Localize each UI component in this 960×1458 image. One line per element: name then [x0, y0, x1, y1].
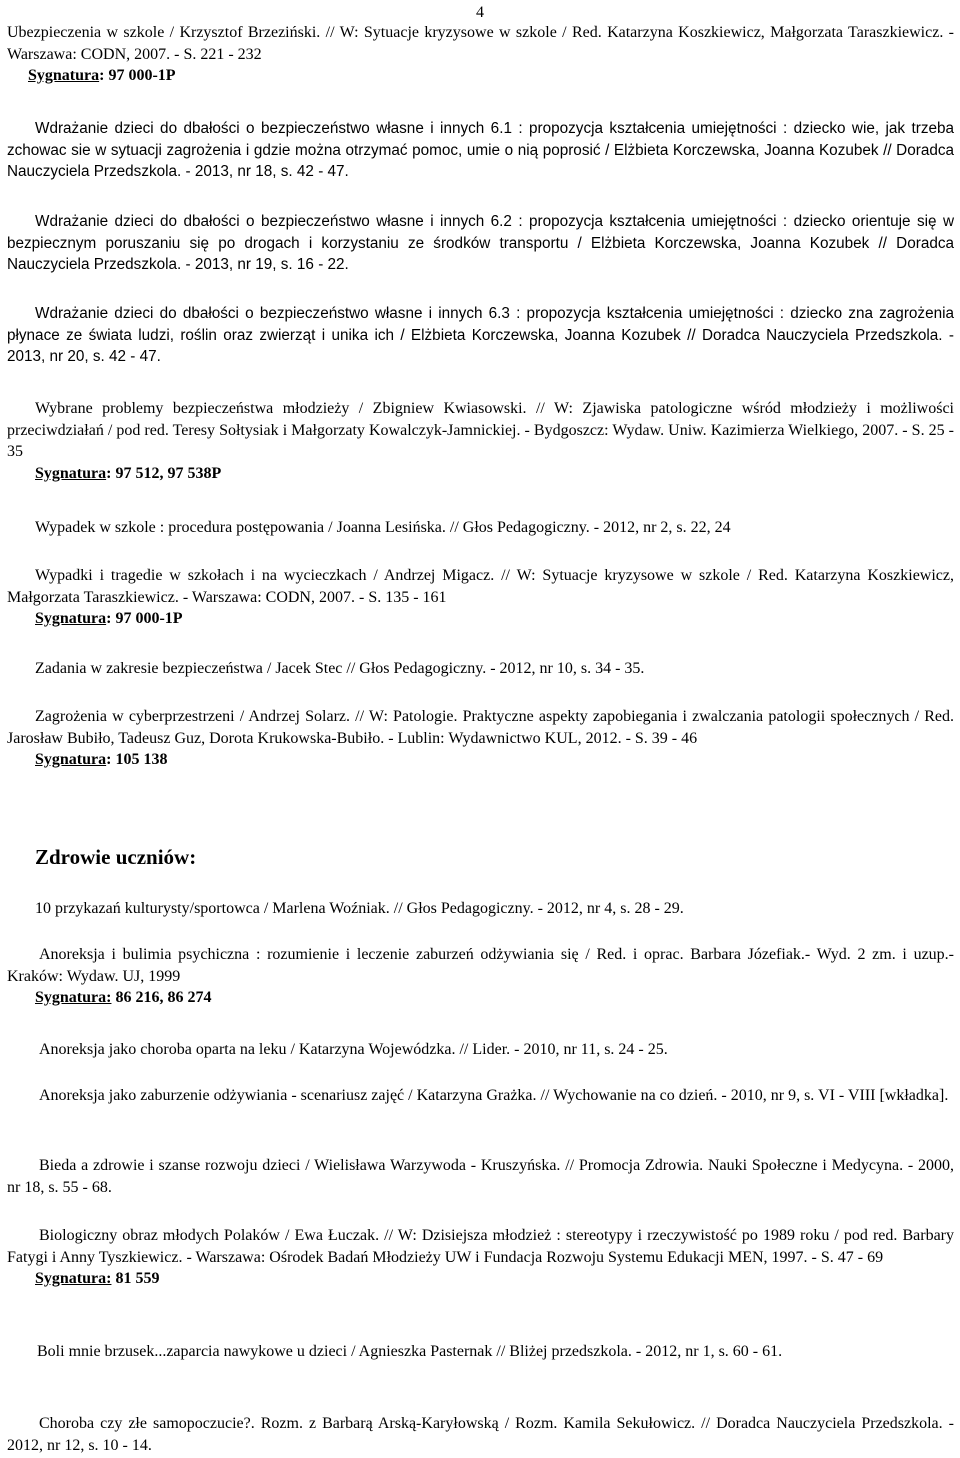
entry-text: Boli mnie brzusek...zaparcia nawykowe u dzieci / Agnieszka Pasternak // Bliżej przedszkola. - 2012, nr 1, s. 60 - 61. — [37, 1343, 783, 1360]
bibliography-entry — [7, 303, 954, 368]
signature — [7, 608, 954, 630]
bibliography-entry — [7, 517, 954, 539]
entry-text: Zadania w zakresie bezpieczeństwa / Jacek Stec // Głos Pedagogiczny. - 2012, nr 10, s. 34 - 35. — [35, 660, 645, 677]
entry-text: Wypadki i tragedie w szkołach i na wycieczkach / Andrzej Migacz. // W: Sytuacje kryzysowe w szkole / Red. Katarzyna Koszkiewicz, Małgorzata Taraszkiewicz. - Warszawa: CODN, 2007. - S. 135 - 161 — [7, 567, 954, 606]
entry-text: Biologiczny obraz młodych Polaków / Ewa Łuczak. // W: Dzisiejsza młodzież : stereotypy i rzeczywistość po 1989 roku / pod red. Barbary Fatygi i Anny Tyszkiewicz. - Warszawa: Ośrodek Badań Młodzieży UW i Fundacja Rozwoju Systemu Edukacji MEN, 1997. - S. 47 - 69 — [7, 1227, 954, 1266]
signature-value: 81 559 — [111, 1270, 160, 1287]
signature-value: 86 216, 86 274 — [111, 989, 212, 1006]
signature — [7, 1268, 954, 1290]
bibliography-entry — [7, 658, 954, 680]
signature — [7, 65, 954, 87]
bibliography-entry — [7, 898, 954, 920]
signature-value: : 97 512, 97 538P — [106, 464, 222, 482]
signature — [7, 987, 954, 1009]
bibliography-entry — [7, 118, 954, 183]
entry-text: Bieda a zdrowie i szanse rozwoju dzieci / Wielisława Warzywoda - Kruszyńska. // Promocja Zdrowia. Nauki Społeczne i Medycyna. - 2000, nr 18, s. 55 - 68. — [7, 1157, 954, 1196]
bibliography-entry — [7, 211, 954, 276]
bibliography-entry — [7, 22, 954, 87]
bibliography-entry — [7, 1225, 954, 1290]
entry-text: Wdrażanie dzieci do dbałości o bezpieczeństwo własne i innych 6.3 : propozycja kształcenia umiejętności : dziecko zna zagrożenia płynace ze świata ludzi, roślin oraz zwierząt i unika ich / Elżbieta Korczewska, Joanna Kozubek // Doradca Nauczyciela Przedszkola. - 2013, nr 20, s. 42 - 47. — [7, 305, 954, 365]
entry-text: Choroba czy złe samopoczucie?. Rozm. z Barbarą Arską-Karyłowską / Rozm. Kamila Sekułowicz. // Doradca Nauczyciela Przedszkola. - 2012, nr 12, s. 10 - 14. — [7, 1415, 954, 1454]
bibliography-entry — [7, 1413, 954, 1456]
signature-label: Sygnatura: — [35, 989, 112, 1006]
signature-label: Sygnatura — [35, 610, 107, 627]
signature-label: Sygnatura — [35, 751, 107, 768]
signature-value: : 97 000-1P — [99, 67, 176, 84]
bibliography-entry — [7, 1155, 954, 1198]
entry-text: Anoreksja i bulimia psychiczna : rozumienie i leczenie zaburzeń odżywiania się / Red. i oprac. Barbara Józefiak.- Wyd. 2 zm. i uzup.- Kraków: Wydaw. UJ, 1999 — [7, 946, 954, 985]
bibliography-entry — [37, 1341, 917, 1363]
entry-text: Ubezpieczenia w szkole / Krzysztof Brzeziński. // W: Sytuacje kryzysowe w szkole / Red. Katarzyna Koszkiewicz, Małgorzata Taraszkiewicz. - Warszawa: CODN, 2007. - S. 221 - 232 — [7, 24, 954, 63]
signature-label: Sygnatura — [28, 67, 100, 84]
section-heading: Zdrowie uczniów: — [35, 845, 197, 869]
signature-value: : 105 138 — [106, 751, 168, 768]
entry-text: Anoreksja jako choroba oparta na leku / Katarzyna Wojewódzka. // Lider. - 2010, nr 11, s. 24 - 25. — [39, 1041, 668, 1058]
signature-value: : 97 000-1P — [106, 610, 183, 627]
entry-text: Wypadek w szkole : procedura postępowania / Joanna Lesińska. // Głos Pedagogiczny. - 2012, nr 2, s. 22, 24 — [35, 519, 731, 536]
page-number: 4 — [476, 4, 484, 21]
bibliography-entry — [7, 706, 954, 771]
bibliography-entry — [7, 1085, 954, 1107]
signature — [7, 749, 954, 771]
entry-text: Wybrane problemy bezpieczeństwa młodzieży / Zbigniew Kwiasowski. // W: Zjawiska patologiczne wśród młodzieży i możliwości przeciwdziałań / pod red. Teresy Sołtysiak i Małgorzaty Kowalczyk-Jamnickiej. - Bydgoszcz: Wydaw. Uniw. Kazimierza Wielkiego, 2007. - S. 25 - 35 — [7, 400, 954, 460]
entry-text: Wdrażanie dzieci do dbałości o bezpieczeństwo własne i innych 6.1 : propozycja kształcenia umiejętności : dziecko wie, jak trzeba zchowac sie w sytuacji zagrożenia i gdzie można otrzymać pomoc, umie o nią poprosić / Elżbieta Korczewska, Joanna Kozubek // Doradca Nauczyciela Przedszkola. - 2013, nr 18, s. 42 - 47. — [7, 120, 954, 180]
bibliography-entry — [7, 398, 954, 484]
signature — [7, 463, 954, 485]
entry-text: Wdrażanie dzieci do dbałości o bezpieczeństwo własne i innych 6.2 : propozycja kształcenia umiejętności : dziecko orientuje się w bezpiecznym poruszaniu się po drogach i korzystaniu ze środków transportu / Elżbieta Korczewska, Joanna Kozubek // Doradca Nauczyciela Przedszkola. - 2013, nr 19, s. 16 - 22. — [7, 213, 954, 273]
entry-text: Anoreksja jako zaburzenie odżywiania - scenariusz zajęć / Katarzyna Grażka. // Wychowanie na co dzień. - 2010, nr 9, s. VI - VIII [wkładka]. — [39, 1087, 949, 1104]
entry-text: 10 przykazań kulturysty/sportowca / Marlena Woźniak. // Głos Pedagogiczny. - 2012, nr 4, s. 28 - 29. — [35, 900, 684, 917]
entry-text: Zagrożenia w cyberprzestrzeni / Andrzej Solarz. // W: Patologie. Praktyczne aspekty zapobiegania i zwalczania patologii społecznych / Red. Jarosław Bubiło, Tadeusz Guz, Dorota Krukowska-Bubiło. - Lublin: Wydawnictwo KUL, 2012. - S. 39 - 46 — [7, 708, 954, 747]
signature-label: Sygnatura: — [35, 1270, 112, 1287]
bibliography-entry — [7, 565, 954, 630]
bibliography-entry — [7, 1039, 954, 1061]
bibliography-entry — [7, 944, 954, 1009]
signature-label: Sygnatura — [35, 464, 107, 482]
